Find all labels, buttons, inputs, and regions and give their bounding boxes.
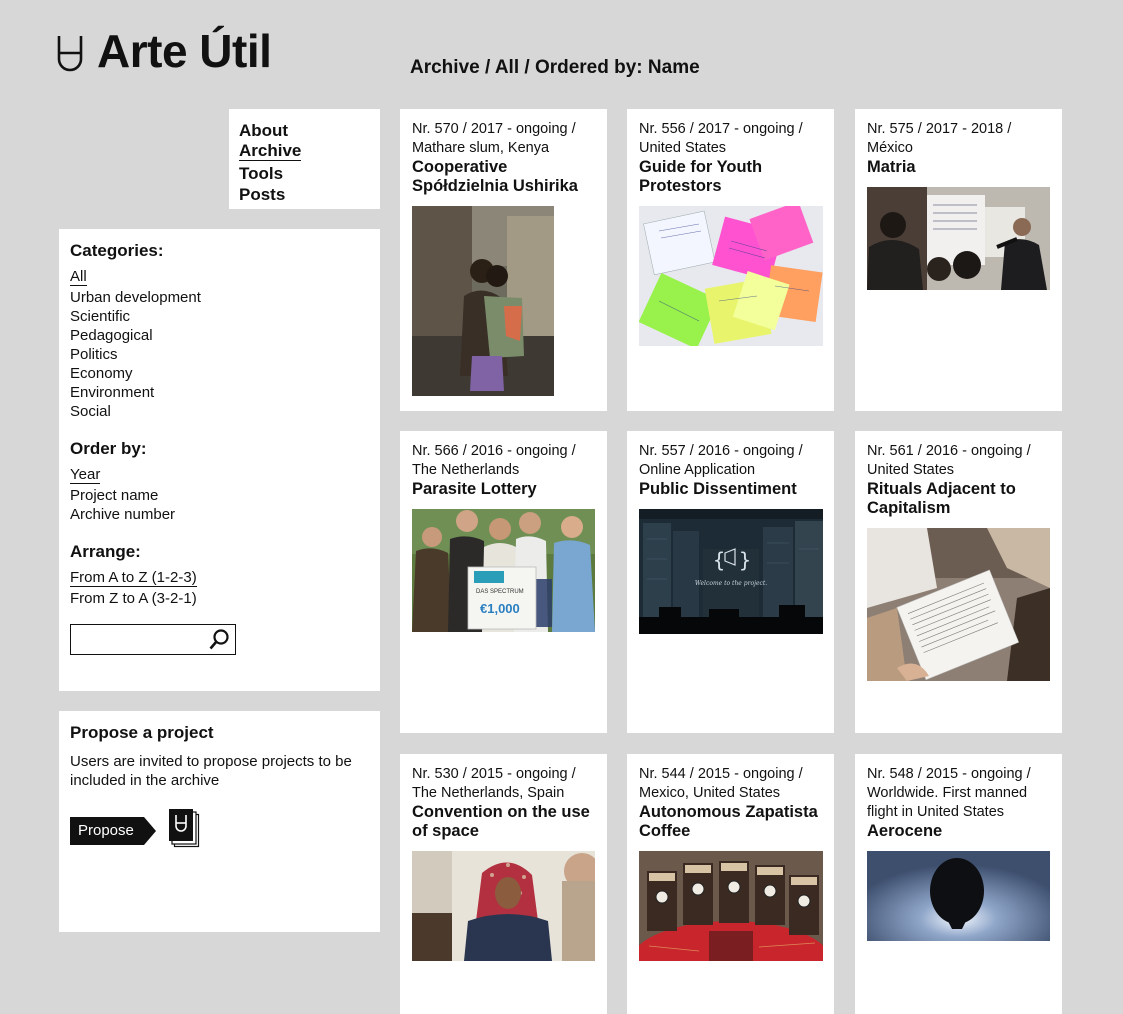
main-nav — [229, 109, 380, 209]
category-pedagogical[interactable]: Pedagogical — [70, 327, 153, 344]
order-heading: Order by: — [70, 439, 147, 458]
propose-panel — [59, 711, 380, 932]
propose-button[interactable]: Propose — [70, 817, 144, 845]
search-box — [70, 624, 236, 655]
category-urban-development[interactable]: Urban development — [70, 289, 201, 306]
nav-about[interactable]: About — [239, 121, 289, 140]
project-meta: Nr. 557 / 2016 - ongoing / Online Application — [639, 443, 803, 478]
order-year[interactable]: Year — [70, 466, 101, 483]
project-meta: Nr. 570 / 2017 - ongoing / Mathare slum, Kenya — [412, 121, 576, 156]
project-meta: Nr. 548 / 2015 - ongoing / Worldwide. First manned flight in United States — [867, 766, 1031, 820]
nav-posts[interactable]: Posts — [239, 185, 286, 204]
category-politics[interactable]: Politics — [70, 346, 118, 363]
project-card[interactable] — [855, 109, 1062, 411]
site-logo[interactable] — [57, 25, 272, 77]
category-economy[interactable]: Economy — [70, 365, 133, 382]
nav-tools[interactable]: Tools — [239, 164, 284, 183]
category-environment[interactable]: Environment — [70, 384, 155, 401]
project-card[interactable] — [855, 754, 1062, 1014]
search-input[interactable] — [74, 626, 208, 654]
project-title[interactable]: Matria — [867, 158, 916, 176]
project-title[interactable]: Rituals Adjacent to Capitalism — [867, 480, 1016, 517]
filter-panel — [59, 229, 380, 691]
project-card[interactable] — [855, 431, 1062, 733]
project-card[interactable] — [400, 109, 607, 411]
project-meta: Nr. 566 / 2016 - ongoing / The Netherlands — [412, 443, 576, 478]
svg-text:}: } — [739, 548, 752, 572]
project-image[interactable] — [412, 206, 554, 396]
nav-archive[interactable]: Archive — [239, 141, 302, 160]
project-title[interactable]: Parasite Lottery — [412, 480, 537, 498]
project-image[interactable] — [412, 509, 595, 632]
project-title[interactable]: Guide for Youth Protestors — [639, 158, 763, 195]
project-image[interactable] — [639, 509, 823, 634]
project-card[interactable] — [627, 109, 834, 411]
project-title[interactable]: Public Dissentiment — [639, 480, 797, 498]
project-card[interactable] — [627, 754, 834, 1014]
lottery-sign-amount: €1,000 — [480, 601, 520, 616]
propose-heading: Propose a project — [70, 723, 214, 742]
project-meta: Nr. 575 / 2017 - 2018 / México — [867, 121, 1012, 156]
project-meta: Nr. 556 / 2017 - ongoing / United States — [639, 121, 803, 156]
project-image[interactable] — [639, 206, 823, 346]
page-title: Archive / All / Ordered by: Name — [410, 57, 700, 78]
project-card[interactable] — [400, 431, 607, 733]
project-meta: Nr. 544 / 2015 - ongoing / Mexico, United States — [639, 766, 803, 801]
order-archive-number[interactable]: Archive number — [70, 506, 176, 523]
project-meta: Nr. 530 / 2015 - ongoing / The Netherlands, Spain — [412, 766, 576, 801]
category-social[interactable]: Social — [70, 403, 111, 420]
propose-description: Users are invited to propose projects to be included in the archive — [70, 753, 352, 789]
search-icon[interactable] — [209, 629, 229, 655]
archive-stack-icon[interactable] — [168, 808, 200, 853]
project-image[interactable] — [639, 851, 823, 961]
order-project-name[interactable]: Project name — [70, 487, 159, 504]
project-image[interactable] — [867, 187, 1050, 290]
dissent-welcome-text: Welcome to the project. — [694, 580, 768, 587]
categories-heading: Categories: — [70, 241, 164, 260]
project-card[interactable] — [400, 754, 607, 1014]
arrange-a-to-z[interactable]: From A to Z (1-2-3) — [70, 569, 197, 586]
project-card[interactable] — [627, 431, 834, 733]
svg-text:{: { — [713, 548, 726, 572]
logo-text: Arte Útil — [97, 25, 272, 77]
logo-mark-icon — [57, 36, 83, 73]
project-title[interactable]: Convention on the use of space — [412, 803, 590, 840]
arrange-z-to-a[interactable]: From Z to A (3-2-1) — [70, 590, 197, 607]
project-image[interactable] — [412, 851, 595, 961]
project-meta: Nr. 561 / 2016 - ongoing / United States — [867, 443, 1031, 478]
lottery-sign-title: DAS SPECTRUM — [476, 589, 524, 595]
arrange-heading: Arrange: — [70, 542, 141, 561]
category-scientific[interactable]: Scientific — [70, 308, 131, 325]
project-title[interactable]: Aerocene — [867, 822, 943, 840]
project-title[interactable]: Autonomous Zapatista Coffee — [639, 803, 818, 840]
category-all[interactable]: All — [70, 268, 87, 285]
project-title[interactable]: Cooperative Spółdzielnia Ushirika — [412, 158, 578, 195]
project-image[interactable] — [867, 528, 1050, 681]
project-image[interactable] — [867, 851, 1050, 941]
